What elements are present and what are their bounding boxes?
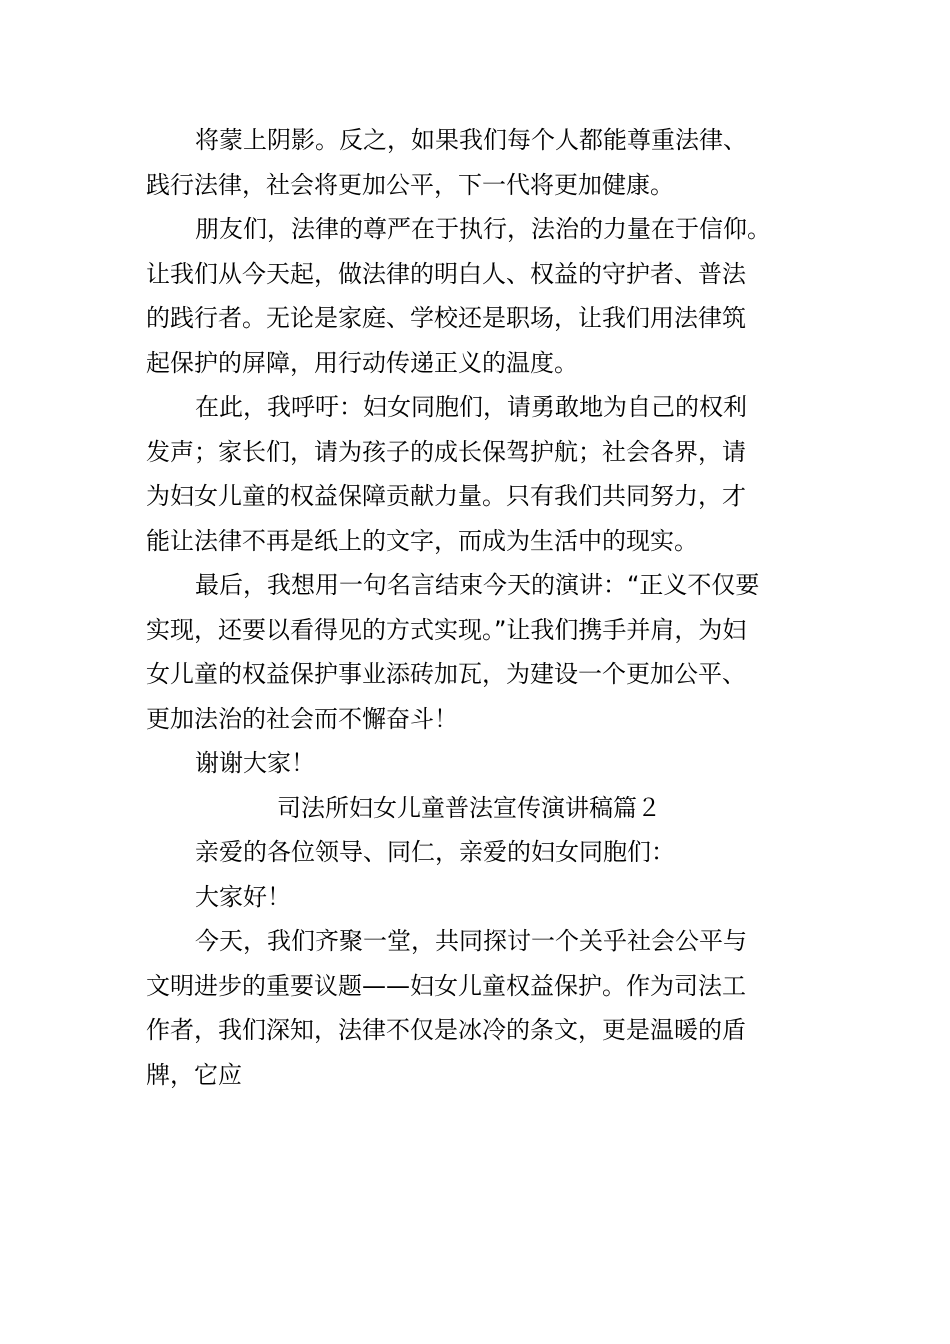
text-line: 践行法律，社会将更加公平，下一代将更加健康。 <box>146 170 674 199</box>
text-line: 让我们从今天起，做法律的明白人、权益的守护者、普法 <box>146 259 746 288</box>
text-line: 实现，还要以看得见的方式实现。”让我们携手并肩，为妇 <box>146 615 747 644</box>
text-line: 更加法治的社会而不懈奋斗！ <box>146 704 458 733</box>
text-line: 大家好！ <box>195 882 291 911</box>
section-title: 司法所妇女儿童普法宣传演讲稿篇２ <box>277 793 661 822</box>
text-line: 女儿童的权益保护事业添砖加瓦，为建设一个更加公平、 <box>146 660 746 688</box>
text-line: 朋友们，法律的尊严在于执行，法治的力量在于信仰。 <box>195 215 771 243</box>
text-line: 发声；家长们，请为孩子的成长保驾护航；社会各界，请 <box>146 437 746 466</box>
text-line: 今天，我们齐聚一堂，共同探讨一个关乎社会公平与 <box>195 927 747 955</box>
text-line: 的践行者。无论是家庭、学校还是职场，让我们用法律筑 <box>146 304 746 332</box>
text-line: 起保护的屏障，用行动传递正义的温度。 <box>146 348 578 377</box>
text-line: 在此，我呼吁：妇女同胞们，请勇敢地为自己的权利 <box>195 393 747 421</box>
text-line: 为妇女儿童的权益保障贡献力量。只有我们共同努力，才 <box>146 482 746 510</box>
text-line: 亲爱的各位领导、同仁，亲爱的妇女同胞们： <box>195 838 675 866</box>
text-line: 能让法律不再是纸上的文字，而成为生活中的现实。 <box>146 526 698 555</box>
body-text <box>146 118 811 1097</box>
text-line: 最后，我想用一句名言结束今天的演讲：“正义不仅要 <box>195 571 760 599</box>
text-line: 牌，它应 <box>146 1060 242 1089</box>
text-line: 将蒙上阴影。反之，如果我们每个人都能尊重法律、 <box>195 126 747 154</box>
text-line: 作者，我们深知，法律不仅是冰冷的条文，更是温暖的盾 <box>146 1016 746 1044</box>
text-line: 谢谢大家！ <box>195 749 315 777</box>
text-line: 文明进步的重要议题——妇女儿童权益保护。作为司法工 <box>146 971 746 1000</box>
